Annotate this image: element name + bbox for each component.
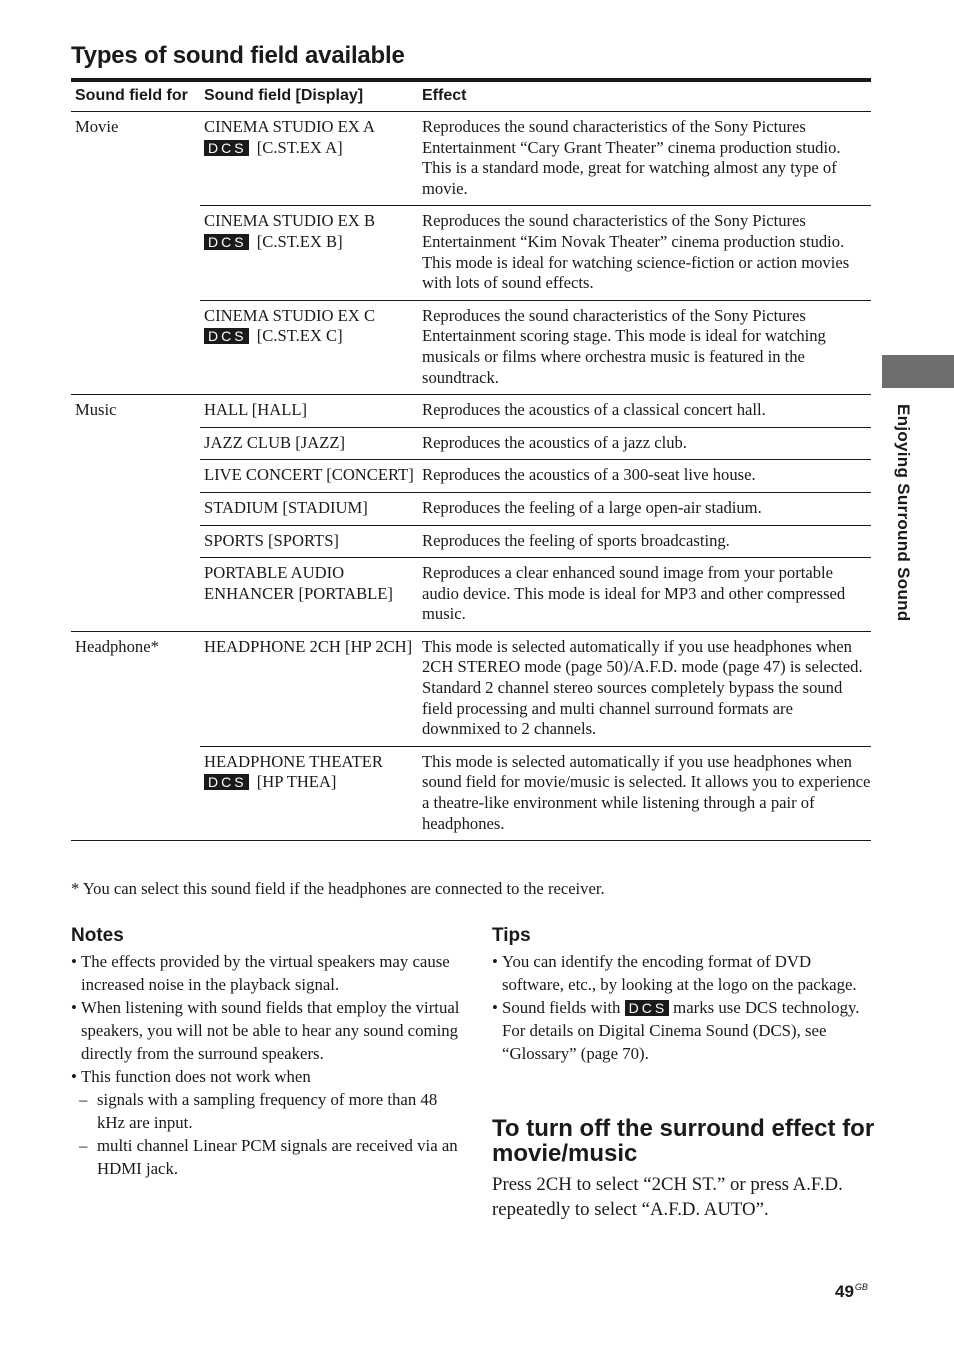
side-tab-marker — [882, 355, 954, 388]
sound-field-name: HALL [HALL] — [204, 400, 308, 420]
category-cell: Headphone* — [71, 631, 200, 840]
side-tab-label: Enjoying Surround Sound — [894, 404, 913, 622]
dcs-logo-icon: DCS — [204, 328, 249, 344]
table-body — [71, 112, 871, 841]
sound-field-name: CINEMA STUDIO EX B — [204, 211, 376, 231]
list-item: – signals with a sampling frequency of more than 48 kHz are input. — [71, 1088, 461, 1134]
header-effect: Effect — [418, 82, 871, 112]
table-header-row — [71, 82, 871, 112]
footnote: * You can select this sound field if the headphones are connected to the receiver. — [71, 879, 605, 898]
header-sound-field-for: Sound field for — [71, 82, 200, 112]
dcs-logo-icon: DCS — [204, 774, 249, 790]
effect-cell: Reproduces the acoustics of a classical concert hall. — [418, 395, 871, 428]
list-item: • The effects provided by the virtual speakers may cause increased noise in the playback signal. — [71, 950, 461, 996]
effect-cell: Reproduces the acoustics of a 300-seat live house. — [418, 460, 871, 493]
notes-list-container — [71, 950, 461, 1180]
sound-field-name: CINEMA STUDIO EX C — [204, 305, 376, 325]
subsection-body: Press 2CH to select “2CH ST.” or press A.F.D. repeatedly to select “A.F.D. AUTO”. — [492, 1174, 843, 1220]
tip-text: You can identify the encoding format of DVD software, etc., by looking at the logo on the package. — [502, 952, 857, 994]
display-name: [C.ST.EX A] — [256, 137, 343, 157]
display-name: [C.ST.EX C] — [256, 326, 343, 346]
sound-field-name: PORTABLE AUDIO ENHANCER [PORTABLE] — [204, 563, 393, 603]
effect-cell: Reproduces the sound characteristics of the Sony Pictures Entertainment “Kim Novak Theater” cinema production studio. This mode is ideal for watching science-fiction or action movies with lots of sound effects. — [418, 206, 871, 300]
header-sound-field-display: Sound field [Display] — [200, 82, 418, 112]
sound-field-name: LIVE CONCERT [CONCERT] — [204, 465, 414, 485]
tips-list — [492, 950, 877, 1065]
category-cell: Movie — [71, 112, 200, 395]
sound-field-name-cell — [200, 460, 418, 493]
sound-field-name: JAZZ CLUB [JAZZ] — [204, 432, 346, 452]
notes-heading: Notes — [71, 925, 124, 946]
tip-text: marks use DCS technology. For details on Digital Cinema Sound (DCS), see “Glossary” (page 70). — [502, 998, 860, 1063]
table-row — [71, 112, 871, 206]
effect-cell: This mode is selected automatically if you use headphones when sound field for movie/music is selected. It allows you to experience a theatre-like environment while listening through a pair of headphones. — [418, 746, 871, 840]
display-name: [HP THEA] — [256, 772, 337, 792]
sound-field-name: CINEMA STUDIO EX A — [204, 117, 376, 136]
effect-cell: Reproduces the acoustics of a jazz club. — [418, 427, 871, 460]
display-name: [C.ST.EX B] — [256, 231, 343, 251]
dcs-logo-icon: DCS — [204, 234, 249, 250]
effect-cell: Reproduces a clear enhanced sound image from your portable audio device. This mode is ideal for MP3 and other compressed music. — [418, 558, 871, 632]
sound-field-name-cell — [200, 525, 418, 558]
effect-cell: Reproduces the sound characteristics of the Sony Pictures Entertainment scoring stage. This mode is ideal for watching musicals or films where orchestra music is featured in the soundtrack. — [418, 300, 871, 394]
sound-field-name-cell — [200, 558, 418, 632]
sound-field-name-cell — [200, 427, 418, 460]
sound-field-name-cell — [200, 206, 418, 300]
sound-field-name-cell — [200, 746, 418, 840]
list-item: – multi channel Linear PCM signals are received via an HDMI jack. — [71, 1134, 461, 1180]
category-cell: Music — [71, 395, 200, 632]
tip-text: Sound fields with — [502, 998, 621, 1017]
tips-list-container — [492, 950, 877, 1065]
notes-list — [71, 950, 461, 1180]
dcs-logo-icon: DCS — [625, 1000, 670, 1016]
list-item: • When listening with sound fields that employ the virtual speakers, you will not be able to hear any sound coming directly from the surround speakers. — [71, 996, 461, 1065]
sound-field-name-cell — [200, 631, 418, 746]
sound-field-name-cell — [200, 492, 418, 525]
sound-field-name: SPORTS [SPORTS] — [204, 530, 339, 550]
sound-field-name: HEADPHONE THEATER — [204, 751, 383, 771]
tips-heading: Tips — [492, 925, 531, 946]
table-row — [71, 631, 871, 746]
subsection-heading: To turn off the surround effect for movie/music — [492, 1115, 875, 1167]
table-row — [71, 395, 871, 428]
sound-field-table — [71, 82, 871, 841]
sound-field-name-cell — [200, 395, 418, 428]
page-number — [835, 1282, 868, 1302]
effect-cell: Reproduces the feeling of a large open-air stadium. — [418, 492, 871, 525]
section-title: Types of sound field available — [71, 42, 405, 69]
sound-field-name-cell — [200, 112, 418, 206]
effect-cell: Reproduces the feeling of sports broadcasting. — [418, 525, 871, 558]
sound-field-name: HEADPHONE 2CH [HP 2CH] — [204, 636, 413, 656]
page-number-value: 49 — [835, 1282, 854, 1301]
list-item — [492, 950, 877, 996]
list-item: • This function does not work when — [71, 1065, 461, 1088]
list-item — [492, 996, 877, 1065]
sound-field-name: STADIUM [STADIUM] — [204, 497, 368, 517]
sound-field-name-cell — [200, 300, 418, 394]
effect-cell: This mode is selected automatically if you use headphones when 2CH STEREO mode (page 50)/A.F.D. mode (page 47) is selected. Standard 2 channel stereo sources completely bypass the sound field processing and multi channel surround formats are downmixed to 2 channels. — [418, 631, 871, 746]
effect-cell: Reproduces the sound characteristics of the Sony Pictures Entertainment “Cary Grant Theater” cinema production studio. This is a standard mode, great for watching almost any type of movie. — [418, 112, 871, 206]
page-suffix: GB — [854, 1282, 868, 1293]
dcs-logo-icon: DCS — [204, 140, 249, 156]
